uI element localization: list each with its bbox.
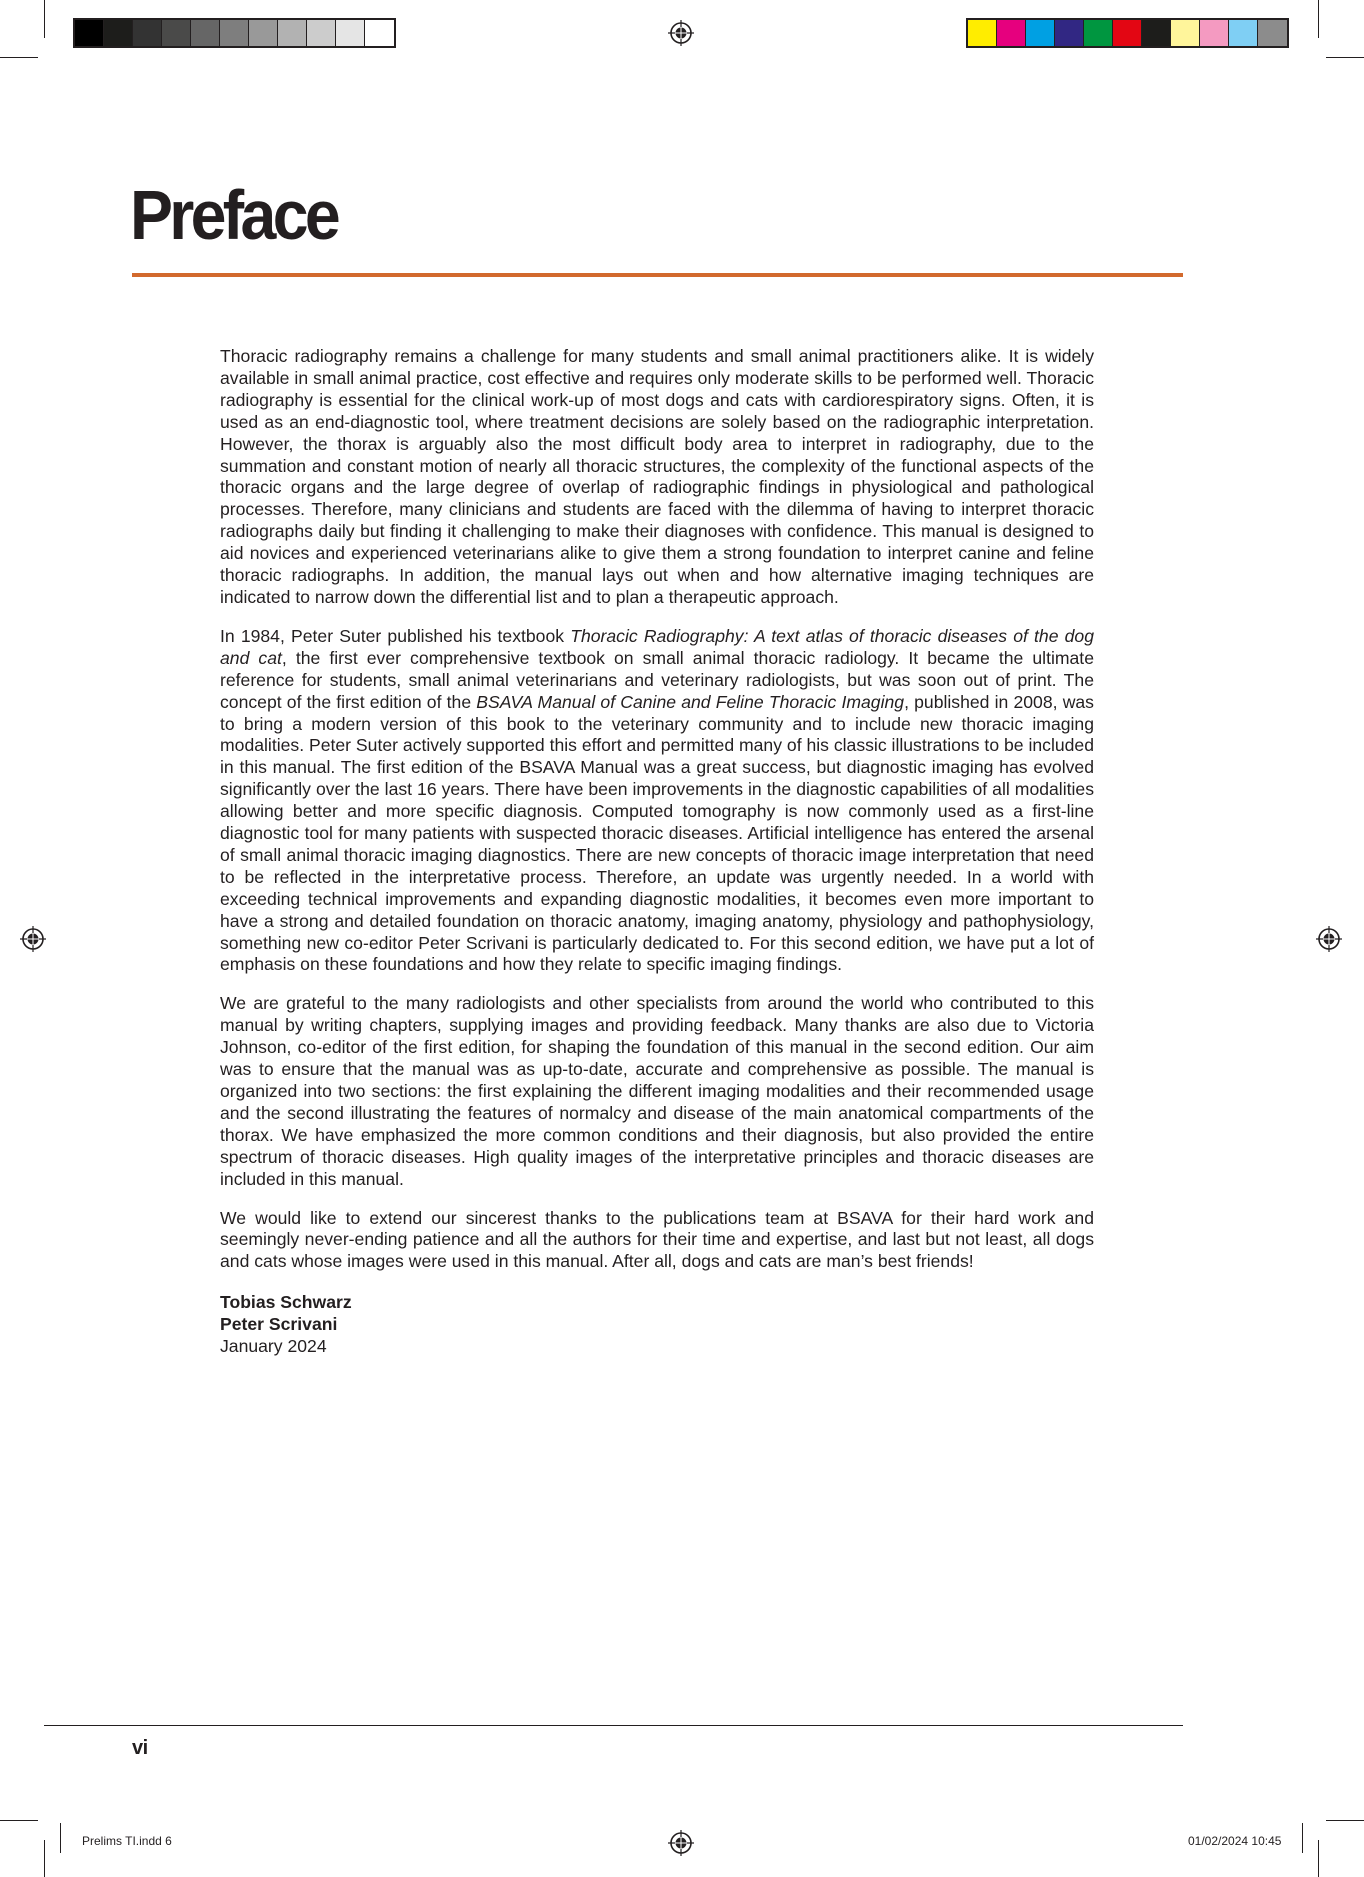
color-swatch	[336, 20, 365, 46]
paragraph: Thoracic radiography remains a challenge for many students and small animal practitioners alike. It is widely available in small animal practice, cost effective and requires only moderate skills to be performed well. Thoracic radiography is essential for the clinical work-up of most dogs and cats with cardiorespiratory signs. Often, it is used as an end-diagnostic tool, where treatment decisions are solely based on the radiographic interpretation. However, the thorax is arguably also the most difficult body area to interpret in radiography, due to the summation and constant motion of nearly all thoracic structures, the complexity of the functional aspects of the thoracic organs and the large degree of overlap of radiographic findings in physiological and pathological processes. Therefore, many clinicians and students are faced with the dilemma of having to interpret thoracic radiographs daily but finding it challenging to make their diagnoses with confidence. This manual is designed to aid novices and experienced veterinarians alike to give them a strong foundation to interpret canine and feline thoracic radiographs. In addition, the manual lays out when and how alternative imaging techniques are indicated to narrow down the differential list and to plan a therapeutic approach.	[220, 346, 1094, 607]
color-swatch	[1171, 20, 1200, 46]
paragraph: We are grateful to the many radiologists and other specialists from around the world who contributed to this manual by writing chapters, supplying images and providing feedback. Many thanks are also due to Victoria Johnson, co-editor of the first edition, for shaping the foundation of this manual in the second edition. Our aim was to ensure that the manual was as up-to-date, accurate and comprehensive as possible. The manual is organized into two sections: the first explaining the different imaging modalities and their recommended usage and the second illustrating the features of normalcy and disease of the main anatomical compartments of the thorax. We have emphasized the more common conditions and their diagnosis, but also provided the entire spectrum of thoracic diseases. High quality images of the interpretative principles and thoracic diseases are included in this manual.	[220, 993, 1094, 1189]
grayscale-color-bar	[73, 18, 396, 48]
process-color-bar	[966, 18, 1289, 48]
page-number: vi	[132, 1737, 148, 1759]
crop-mark	[44, 1840, 45, 1877]
crop-mark	[0, 1820, 38, 1821]
color-swatch	[1113, 20, 1142, 46]
paragraph-text: , the first ever comprehensive textbook on small animal thoracic radiology. It became the ultimate reference for students, small animal veterinarians and veterinary radiologists, but was soon out of print. The concept of the first edition of the	[220, 647, 1094, 712]
paragraph-text: , published in 2008, was to bring a modern version of this book to the veterinary community and to include new thoracic imaging modalities. Peter Suter actively supported this effort and permitted many of his classic illustrations to be included in this manual. The first edition of the BSAVA Manual was a great success, but diagnostic imaging has evolved significantly over the last 16 years. There have been improvements in the diagnostic capabilities of all modalities allowing better and more specific diagnosis. Computed tomography is now commonly used as a first-line diagnostic tool for many patients with suspected thoracic diseases. Artificial intelligence has entered the arsenal of small animal thoracic imaging diagnostics. There are new concepts of thoracic image interpretation that need to be reflected in the interpretative process. Therefore, an update was urgently needed. In a world with exceeding technical improvements and expanding diagnostic modalities, it becomes even more important to have a strong and detailed foundation on thoracic anatomy, imaging anatomy, physiology and pathophysiology, something new co-editor Peter Scrivani is particularly dedicated to. For this second edition, we have put a lot of emphasis on these foundations and how they relate to specific imaging findings.	[220, 691, 1094, 975]
signature-block	[220, 1292, 1094, 1358]
color-swatch	[104, 20, 133, 46]
color-swatch	[1084, 20, 1113, 46]
paragraph: We would like to extend our sincerest thanks to the publications team at BSAVA for their hard work and seemingly never-ending patience and all the authors for their time and expertise, and last but not least, all dogs and cats whose images were used in this manual. After all, dogs and cats are man’s best friends!	[220, 1207, 1094, 1272]
paragraph	[220, 626, 1094, 977]
color-swatch	[1142, 20, 1171, 46]
color-swatch	[1055, 20, 1084, 46]
slug-filename: Prelims TI.indd 6	[82, 1834, 172, 1848]
crop-mark	[1318, 1840, 1319, 1877]
color-swatch	[133, 20, 162, 46]
color-swatch	[249, 20, 278, 46]
crop-mark	[60, 1823, 61, 1853]
color-swatch	[968, 20, 997, 46]
color-swatch	[75, 20, 104, 46]
footer-rule	[44, 1725, 1183, 1726]
crop-mark	[1302, 1823, 1303, 1853]
color-swatch	[997, 20, 1026, 46]
color-swatch	[1026, 20, 1055, 46]
slug-datetime: 01/02/2024 10:45	[1188, 1834, 1282, 1848]
color-swatch	[162, 20, 191, 46]
registration-mark-icon	[668, 1830, 694, 1856]
book-title: BSAVA Manual of Canine and Feline Thoracic Imaging	[476, 691, 905, 712]
color-swatch	[191, 20, 220, 46]
crop-mark	[1326, 57, 1364, 58]
signature-date: January 2024	[220, 1336, 327, 1357]
color-swatch	[365, 20, 394, 46]
preface-body	[220, 346, 1094, 1358]
book-title: Thoracic Radiography: A text atlas of thoracic diseases of the dog and cat	[220, 625, 1094, 668]
page-title: Preface	[130, 176, 337, 254]
color-swatch	[220, 20, 249, 46]
crop-mark	[1326, 1820, 1364, 1821]
color-swatch	[1258, 20, 1287, 46]
author-name: Peter Scrivani	[220, 1314, 338, 1335]
registration-mark-icon	[1316, 926, 1342, 952]
registration-mark-icon	[20, 926, 46, 952]
title-rule	[132, 273, 1183, 277]
author-name: Tobias Schwarz	[220, 1292, 352, 1313]
registration-mark-icon	[668, 20, 694, 46]
crop-mark	[0, 57, 38, 58]
paragraph-text: In 1984, Peter Suter published his textbook	[220, 625, 571, 646]
color-swatch	[278, 20, 307, 46]
crop-mark	[44, 0, 45, 38]
crop-mark	[1318, 0, 1319, 38]
color-swatch	[307, 20, 336, 46]
color-swatch	[1229, 20, 1258, 46]
color-swatch	[1200, 20, 1229, 46]
